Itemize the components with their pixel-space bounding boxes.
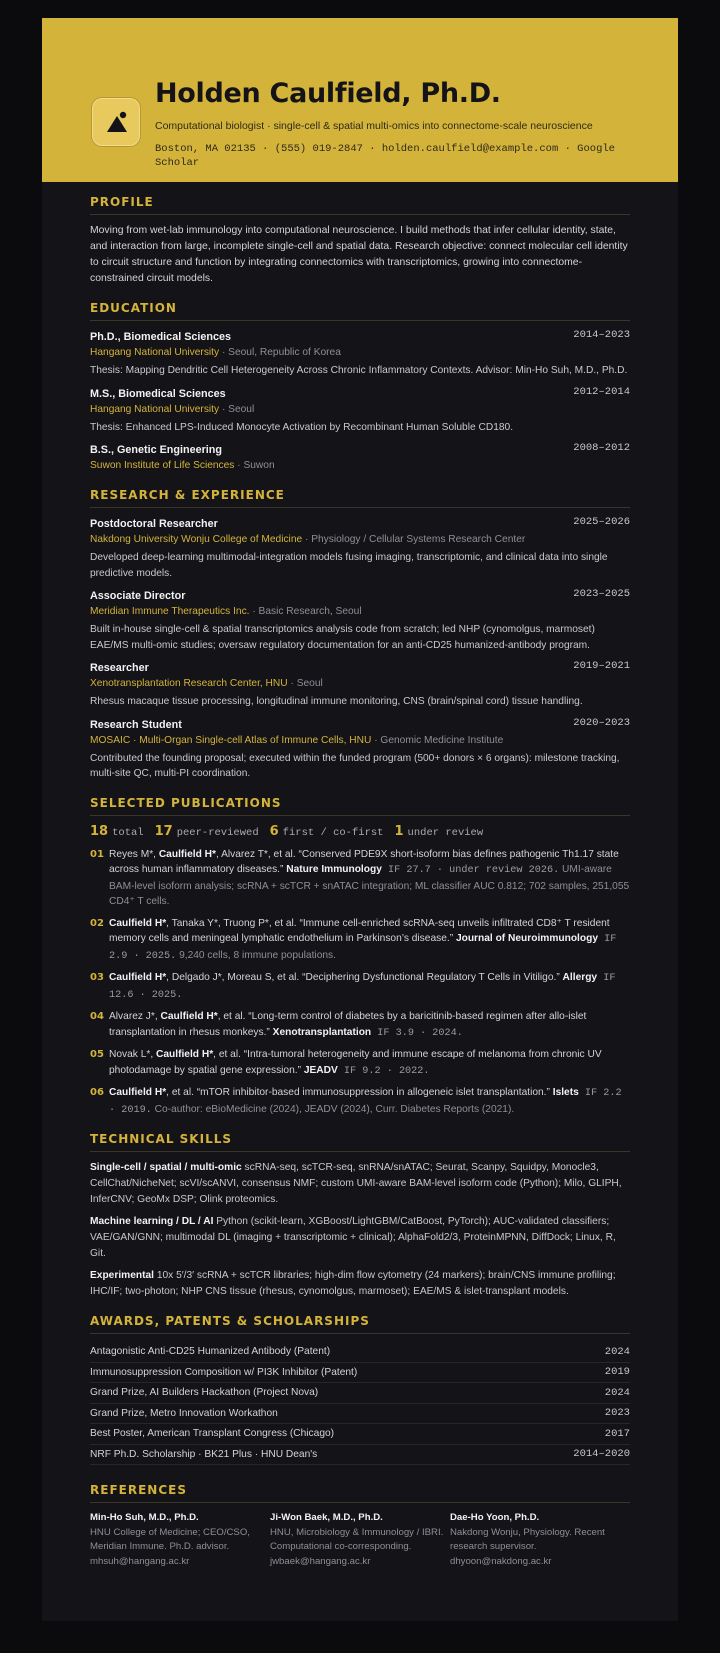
role: Associate Director: [90, 590, 186, 602]
award-year: 2024: [604, 1386, 630, 1399]
tagline: Computational biologist · single-cell & spatial multi-omics into connectome-scale neuroscience: [155, 120, 593, 132]
publication-number: 05: [90, 1049, 104, 1060]
publication-item: [90, 916, 630, 965]
reference-email[interactable]: jwbaek@hangang.ac.kr: [270, 1555, 371, 1567]
skill-text: scRNA-seq, scTCR-seq, snRNA/snATAC; Seurat, Scanpy, Squidpy, Monocle3, CellChat/NicheNet; scVI/scANVI, consensus NMF; custom UMI-aware BAM-level isoform code (Python); Milo, GLIPH, InferCNV; GeoMx DSP; Olink proteomics.: [90, 1162, 622, 1205]
stat-number: 1: [394, 823, 404, 839]
award-year: 2024: [604, 1345, 630, 1358]
citation: , Delgado J*, Moreau S, et al. “Deciphering Dysfunctional Regulatory T Cells in Vitiligo.”: [166, 972, 563, 983]
thesis: Thesis: Mapping Dendritic Cell Heterogeneity Across Chronic Inflammatory Contexts. Advisor: Min-Ho Suh, M.D., Ph.D.: [90, 365, 628, 376]
thesis: Thesis: Enhanced LPS-Induced Monocyte Activation by Recombinant Human Soluble CD180.: [90, 421, 514, 433]
location: · Suwon: [234, 460, 275, 471]
date: 2008–2012: [573, 442, 630, 454]
reference-email[interactable]: dhyoon@nakdong.ac.kr: [450, 1555, 552, 1567]
date: 2025–2026: [573, 516, 630, 528]
date: 2020–2023: [573, 716, 630, 729]
institution-line: [90, 458, 630, 474]
author-self: Caulfield H*: [109, 917, 167, 929]
education-title: EDUCATION: [90, 301, 630, 321]
skill-label: Experimental: [90, 1270, 154, 1281]
organization-line: [90, 532, 630, 548]
organization: Nakdong University Wonju College of Medicine: [90, 534, 303, 545]
journal: Allergy: [562, 972, 598, 983]
reference-card: [90, 1511, 270, 1569]
skill-text: 10x 5′/3′ scRNA + scTCR libraries; high-dim flow cytometry (24 markers); brain/CNS immune profiling; IHC/IF; two-photon; NHP CNS tissue (rhesus, cynomolgus, marmoset); EAE/MS & islet-transplant models.: [90, 1270, 616, 1297]
department: · Basic Research, Seoul: [249, 606, 362, 617]
skill-group: [90, 1160, 630, 1208]
reference-affiliation: HNU, Microbiology & Immunology / IBRI. Computational co-corresponding.: [270, 1526, 444, 1552]
description: Built in-house single-cell & spatial transcriptomics analysis code from scratch; led NHP (cynomolgus, marmoset) EAE/MS multi-omic studies; oversaw regulatory documentation for an anti-CD25 humanized-antibody program.: [90, 624, 595, 651]
award-row: [90, 1383, 630, 1404]
institution: Hangang National University: [90, 403, 220, 415]
citation: , et al. “Intra-tumoral heterogeneity and immune escape of melanoma from chronic UV photodamage by spatial gene expression.”: [109, 1049, 602, 1076]
date: 2023–2025: [573, 588, 630, 600]
stat-number: 18: [90, 823, 109, 839]
journal: Islets: [552, 1087, 579, 1098]
awards-title: AWARDS, PATENTS & SCHOLARSHIPS: [90, 1314, 630, 1334]
department: · Genomic Medicine Institute: [371, 734, 504, 746]
publication-note: Co-author: eBioMedicine (2024), JEADV (2024), Curr. Diabetes Reports (2021).: [151, 1103, 515, 1115]
citation: , Alvarez T*, et al. “Conserved PDE9X short-isoform bias defines pathogenic Th1.17 state across human inflammatory diseases.”: [109, 848, 619, 875]
impact-year: IF 27.7 · under review 2026.: [381, 865, 560, 876]
author-self: Caulfield H*: [109, 1087, 167, 1098]
award-year: 2019: [604, 1366, 630, 1379]
publication-number: 02: [90, 917, 104, 929]
publication-number: 06: [90, 1087, 104, 1098]
experience-entry: [90, 660, 630, 710]
publication-stats: [90, 824, 630, 839]
education-entry: [90, 329, 630, 379]
impact-year: IF 9.2 · 2022.: [337, 1065, 430, 1077]
award-row: [90, 1342, 630, 1363]
author-self: Caulfield H*: [158, 848, 216, 860]
citation: , et al. “mTOR inhibitor-based immunosuppression in allogeneic islet transplantation.”: [166, 1087, 553, 1098]
award-name: Best Poster, American Transplant Congress (Chicago): [90, 1428, 335, 1440]
authors-pre: Novak L*,: [109, 1049, 156, 1060]
organization-line: [90, 676, 630, 692]
role: Postdoctoral Researcher: [90, 518, 218, 530]
role: Researcher: [90, 662, 149, 674]
skills-title: TECHNICAL SKILLS: [90, 1132, 630, 1152]
description: Developed deep-learning multimodal-integration models fusing imaging, transcriptomic, and clinical data into single predictive models.: [90, 552, 608, 579]
publication-item: [90, 847, 630, 910]
reference-name: Min-Ho Suh, M.D., Ph.D.: [90, 1512, 199, 1523]
institution-line: [90, 345, 630, 361]
reference-email[interactable]: mhsuh@hangang.ac.kr: [90, 1555, 190, 1567]
header-banner: [42, 18, 678, 182]
stat-label: under review: [407, 826, 484, 839]
role: Research Student: [90, 718, 182, 731]
location: · Seoul: [219, 403, 255, 415]
organization: MOSAIC · Multi-Organ Single-cell Atlas of Immune Cells, HNU: [90, 734, 372, 746]
organization: Meridian Immune Therapeutics Inc.: [90, 606, 250, 617]
institution: Hangang National University: [90, 347, 220, 358]
institution: Suwon Institute of Life Sciences: [90, 460, 235, 471]
reference-affiliation: HNU College of Medicine; CEO/CSO, Meridian Immune. Ph.D. advisor.: [90, 1526, 250, 1552]
skill-group: [90, 1268, 630, 1300]
publication-item: [90, 1047, 630, 1079]
impact-year: IF 12.6 · 2025.: [109, 973, 616, 1001]
department: · Physiology / Cellular Systems Research Center: [302, 534, 526, 545]
stat-number: 17: [154, 823, 173, 839]
publication-number: 03: [90, 972, 104, 983]
profile-title: PROFILE: [90, 195, 630, 215]
citation: , et al. “Long-term control of diabetes by a baricitinib-based regimen after allo-islet transplantation in rhesus monkeys.”: [109, 1011, 587, 1038]
publication-note: UMI-aware BAM-level isoform analysis; scRNA + scTCR + snATAC integration; ML classifier AUC 0.812; 702 samples, 251,055 CD4⁺ T cells.: [109, 864, 630, 907]
experience-entry: [90, 717, 630, 782]
date: 2014–2023: [573, 329, 630, 341]
degree: M.S., Biomedical Sciences: [90, 387, 226, 400]
journal: Xenotransplantation: [272, 1026, 372, 1038]
stat-label: total: [112, 826, 144, 839]
journal: Journal of Neuroimmunology: [455, 933, 599, 944]
stat-label: peer-reviewed: [176, 826, 259, 839]
candidate-name: Holden Caulfield, Ph.D.: [155, 78, 501, 109]
organization-line: [90, 733, 630, 749]
location: · Seoul, Republic of Korea: [219, 347, 341, 358]
reference-name: Ji-Won Baek, M.D., Ph.D.: [270, 1512, 383, 1523]
award-name: Grand Prize, AI Builders Hackathon (Project Nova): [90, 1387, 319, 1399]
stat-number: 6: [269, 823, 279, 839]
description: Contributed the founding proposal; executed within the funded program (500+ donors × 6 organs): milestone tracking, multi-site QC, multi-PI coordination.: [90, 752, 620, 779]
publication-note: 9,240 cells, 8 immune populations.: [176, 949, 336, 961]
impact-year: IF 3.9 · 2024.: [371, 1027, 463, 1039]
award-row: [90, 1424, 630, 1445]
date: 2012–2014: [573, 385, 630, 398]
skill-label: Machine learning / DL / AI: [90, 1216, 214, 1227]
publication-number: 04: [90, 1011, 104, 1022]
education-entry: [90, 442, 630, 474]
reference-name: Dae-Ho Yoon, Ph.D.: [450, 1512, 540, 1523]
award-name: NRF Ph.D. Scholarship · BK21 Plus · HNU Dean's: [90, 1448, 318, 1460]
journal: JEADV: [303, 1064, 338, 1076]
award-name: Grand Prize, Metro Innovation Workathon: [90, 1407, 278, 1419]
experience-title: RESEARCH & EXPERIENCE: [90, 488, 630, 508]
impact-year: IF 2.2 · 2019.: [109, 1088, 622, 1116]
reference-affiliation: Nakdong Wonju, Physiology. Recent research supervisor.: [450, 1526, 605, 1552]
award-name: Antagonistic Anti-CD25 Humanized Antibody (Patent): [90, 1346, 331, 1358]
award-row: [90, 1404, 630, 1425]
department: · Seoul: [287, 678, 323, 689]
journal: Nature Immunology: [286, 864, 382, 875]
resume-page: [42, 18, 678, 1621]
publication-item: [90, 1009, 630, 1041]
award-year: 2014–2020: [573, 1448, 630, 1461]
skill-group: [90, 1214, 630, 1262]
contact-line: Boston, MA 02135 · (555) 019-2847 · holden.caulfield@example.com · Google Scholar: [155, 143, 615, 169]
description: Rhesus macaque tissue processing, longitudinal immune monitoring, CNS (brain/spinal cord) tissue handling.: [90, 696, 583, 707]
award-year: 2023: [604, 1407, 630, 1420]
authors-pre: Reyes M*,: [109, 848, 159, 860]
degree: Ph.D., Biomedical Sciences: [90, 331, 232, 343]
publication-item: [90, 970, 630, 1003]
award-year: 2017: [604, 1427, 630, 1440]
date: 2019–2021: [573, 660, 630, 672]
stat-label: first / co-first: [282, 826, 384, 839]
citation: , Tanaka Y*, Truong P*, et al. “Immune cell-enriched scRNA-seq unveils infiltrated CD8⁺ T resident memory cells and meningeal lymphatic endothelium in Parkinson’s disease.”: [109, 917, 610, 944]
profile-text: Moving from wet-lab immunology into computational neuroscience. I build methods that infer cellular identity, state, and interaction from large, incomplete single-cell and spatial data. Research objective: connect molecular cell identity to circuit structure and function by integrating connectomics with transcriptomics, growing into connectome-constrained circuit models.: [90, 225, 628, 284]
award-row: [90, 1445, 630, 1466]
triangle-dot-icon: [91, 97, 141, 147]
impact-year: IF 2.9 · 2025.: [109, 934, 617, 962]
experience-entry: [90, 516, 630, 581]
publications-title: SELECTED PUBLICATIONS: [90, 796, 630, 816]
author-self: Caulfield H*: [156, 1049, 214, 1060]
award-name: Immunosuppression Composition w/ PI3K Inhibitor (Patent): [90, 1366, 358, 1378]
skill-label: Single-cell / spatial / multi-omic: [90, 1162, 242, 1173]
author-self: Caulfield H*: [109, 972, 167, 983]
authors-pre: Alvarez J*,: [109, 1011, 161, 1022]
education-entry: [90, 386, 630, 436]
references-title: REFERENCES: [90, 1483, 630, 1503]
experience-entry: [90, 588, 630, 653]
publication-number: 01: [90, 848, 104, 860]
award-row: [90, 1363, 630, 1384]
institution-line: [90, 402, 630, 418]
organization-line: [90, 604, 630, 620]
reference-card: [450, 1511, 630, 1569]
reference-card: [270, 1511, 450, 1569]
organization: Xenotransplantation Research Center, HNU: [90, 678, 288, 689]
skill-text: Python (scikit-learn, XGBoost/LightGBM/CatBoost, PyTorch); AUC-validated classifiers; VAE/GAN/GNN; multimodal DL (imaging + transcriptomic + clinical); AlphaFold2/3, ProteinMPNN, DiffDock; Linux, R, Git.: [90, 1216, 616, 1259]
degree: B.S., Genetic Engineering: [90, 444, 222, 456]
author-self: Caulfield H*: [160, 1011, 218, 1022]
publication-item: [90, 1085, 630, 1118]
